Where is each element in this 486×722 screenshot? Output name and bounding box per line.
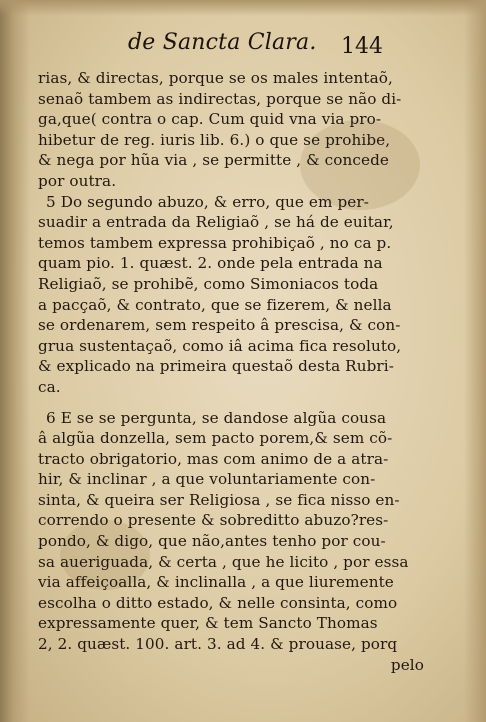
- text-line: correndo o presente & sobreditto abuzo?res-: [38, 511, 389, 530]
- text-line: quam pio. 1. quæst. 2. onde pela entrada na: [38, 254, 383, 273]
- catchword: pelo: [390, 655, 424, 674]
- text-line: escolha o ditto estado, & nelle consinta, como: [38, 593, 398, 612]
- gutter-shadow: [0, 0, 30, 722]
- text-line: pondo, & digo, que não,antes tenho por cou-: [38, 532, 386, 551]
- text-line: a pacçaõ, & contrato, que se fizerem, & nella: [38, 295, 392, 314]
- text-line: temos tambem expressa prohibiçaõ , no ca p.: [38, 233, 392, 252]
- top-edge-shadow: [0, 0, 486, 16]
- body-text: [38, 68, 436, 675]
- text-line: expressamente quer, & tem Sancto Thomas: [38, 614, 378, 633]
- text-line: â algũa donzella, sem pacto porem,& sem cõ-: [38, 429, 393, 448]
- running-head-title: de Sancta Clara.: [128, 30, 317, 55]
- text-line: hir, & inclinar , a que voluntariamente con-: [38, 470, 376, 489]
- right-edge-shadow: [464, 0, 486, 722]
- text-line: senaõ tambem as indirectas, porque se não di-: [38, 89, 402, 108]
- text-line: Religiaõ, se prohibẽ, como Simoniacos toda: [38, 274, 379, 293]
- text-line: suadir a entrada da Religiaõ , se há de euitar,: [38, 213, 394, 232]
- text-line: ga,que( contra o cap. Cum quid vna via pro-: [38, 110, 382, 129]
- text-line: ca.: [38, 377, 61, 396]
- text-line: sa aueriguada, & certa , que he licito , por essa: [38, 552, 409, 571]
- text-line: 2, 2. quæst. 100. art. 3. ad 4. & prouase, porq: [38, 635, 398, 654]
- text-line: por outra.: [38, 171, 117, 190]
- text-line: & explicado na primeira questaõ desta Rubri-: [38, 357, 394, 376]
- text-line: & nega por hũa via , se permitte , & concede: [38, 151, 389, 170]
- paragraph-5-start: 5 Do segundo abuzo, & erro, que em per-: [46, 192, 369, 211]
- paragraph-6-start: 6 E se se pergunta, se dandose algũa cousa: [46, 408, 387, 427]
- text-line: rias, & directas, porque se os males intentaõ,: [38, 69, 393, 87]
- text-line: via affeiçoalla, & inclinalla , a que liuremente: [38, 573, 394, 592]
- text-line: hibetur de reg. iuris lib. 6.) o que se prohibe,: [38, 130, 391, 149]
- text-line: tracto obrigatorio, mas com animo de a atra-: [38, 449, 389, 468]
- text-line: sinta, & queira ser Religiosa , se fica nisso en-: [38, 490, 400, 509]
- page-number: 144: [341, 34, 383, 59]
- text-line: se ordenarem, sem respeito â prescisa, & con-: [38, 316, 401, 335]
- text-line: grua sustentaçaõ, como iâ acima fica resoluto,: [38, 336, 402, 355]
